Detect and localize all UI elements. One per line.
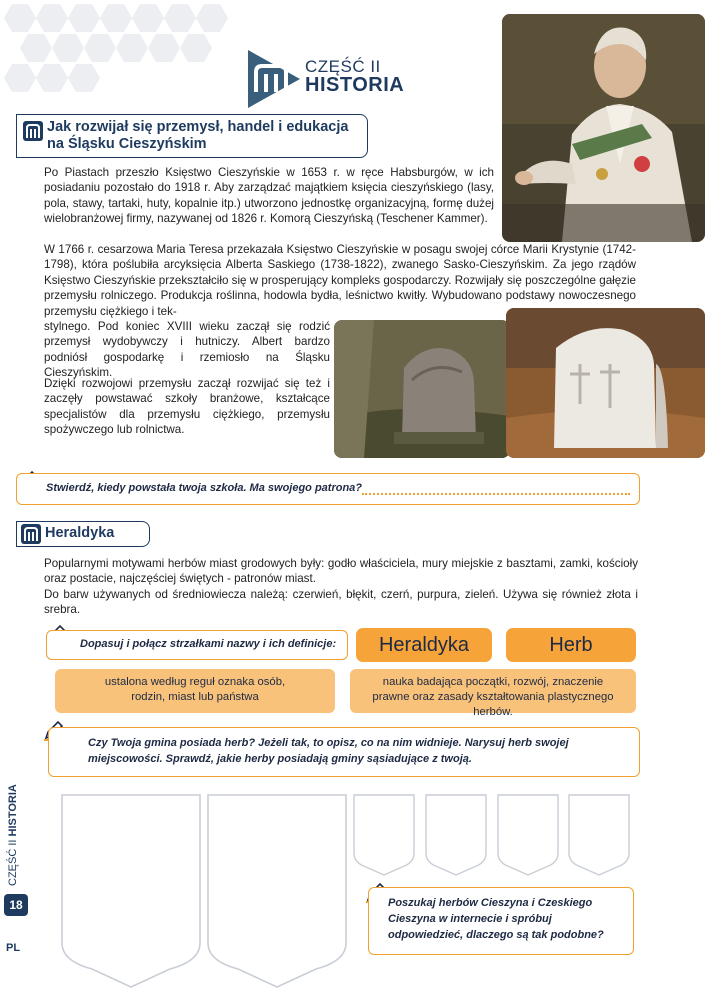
- side-label-part: CZĘŚĆ II: [7, 836, 19, 886]
- definition-1[interactable]: [55, 669, 335, 713]
- shield-drawing-area-2[interactable]: [206, 793, 348, 989]
- definition-1-text: ustalona według reguł oznaka osób, rodzin, miast lub państwa: [104, 676, 286, 703]
- shield-drawing-area-6[interactable]: [567, 793, 631, 877]
- term-herb-label: Herb: [549, 634, 593, 656]
- term-herb[interactable]: [506, 628, 636, 662]
- definition-2[interactable]: [350, 669, 636, 718]
- side-chapter-label: [4, 778, 20, 888]
- paragraph-schools: Dzięki rozwojowi przemysłu zaczął rozwijać się też i zaczęły powstawać szkoły branżowe, kształcące specjalistów dla przemysłu ciężkiego, przemysłu spożywczego lub rolnictwa.: [44, 377, 330, 437]
- portrait-photo: [502, 14, 705, 242]
- shield-drawing-area-5[interactable]: [496, 793, 560, 877]
- chapter-part: CZĘŚĆ II: [305, 57, 381, 76]
- task4-text: Poszukaj herbów Cieszyna i Czeskiego Cieszyna w internecie i spróbuj odpowiedzieć, dlaczego są tak podobne?: [388, 897, 604, 941]
- term-heraldyka[interactable]: [356, 628, 492, 662]
- paragraph-albert-b: stylnego. Pod koniec XVIII wieku zaczął się rodzić przemysł wydobywczy i hutniczy. Albert bardzo podniósł gospodarkę i rzemiosło na Śląsku Cieszyńskim.: [44, 320, 330, 380]
- task2-instruction: Dopasuj i połącz strzałkami nazwy i ich definicje:: [80, 638, 337, 650]
- task1-answer-line[interactable]: [362, 492, 630, 495]
- section-logo-icon: [21, 524, 41, 544]
- chapter-name: HISTORIA: [305, 74, 405, 96]
- paragraph-habsburg: Po Piastach przeszło Księstwo Cieszyńskie w 1653 r. w ręce Habsburgów, w ich posiadaniu pozostało do 1918 r. Aby zarządzać majątkiem księcia cieszyńskiego (lasy, pola, stawy, tartaki, huty, kopalnie itp.) utworzono jednostkę organizacyjną, formę dużej wielobranżowej firmy, nazywanej od 1826 r. Komorą Cieszyńską (Teschener Kammer).: [44, 166, 494, 226]
- section-heading-heraldry: [16, 521, 150, 547]
- chapter-logo-icon: [240, 48, 302, 110]
- page-number: 18: [4, 894, 28, 916]
- paragraph-albert-a: W 1766 r. cesarzowa Maria Teresa przekazała Księstwo Cieszyńskie w posagu swojej córce Marii Krystynie (1742-1798), która poślubiła arcyksięcia Alberta Saskiego (1738-1822), zwanego Sasko-Cieszyńskim. Za jego rządów Księstwo Cieszyńskie przekształciło się w prosperujący kompleks gospodarczy. Rozwijały się poszczególne gałęzie przemysłu rolniczego. Produkcja roślinna, hodowla bydła, leśnictwo kwitły. Wybudowano podstawy nowoczesnego przemysłu ciężkiego i tek-: [44, 243, 636, 318]
- language-code: PL: [6, 942, 21, 954]
- heraldry-paragraph-2: Do barw używanych od średniowiecza należą: czerwień, błękit, czerń, purpura, zieleń. Używa się również złota i srebra.: [44, 588, 638, 617]
- section-heading-industry: [16, 114, 368, 158]
- task3-text: Czy Twoja gmina posiada herb? Jeżeli tak, to opisz, co na nim widnieje. Narysuj herb swojej miejscowości. Sprawdź, jakie herby posiadają gminy sąsiadujące z twoją.: [88, 737, 569, 765]
- shield-drawing-area-3[interactable]: [352, 793, 416, 877]
- definition-2-text: nauka badająca początki, rozwój, znaczenie prawne oraz zasady kształtowania plastycznego herbów.: [372, 676, 614, 718]
- boundary-stone-photo-2: [506, 308, 705, 458]
- chapter-title: [305, 58, 404, 95]
- boundary-stone-photo-1: [334, 320, 510, 458]
- shield-drawing-area-1[interactable]: [60, 793, 202, 989]
- section-title-line2: na Śląsku Cieszyńskim: [47, 136, 207, 152]
- shield-drawing-area-4[interactable]: [424, 793, 488, 877]
- section2-title: Heraldyka: [45, 525, 115, 541]
- heraldry-paragraph-1: Popularnymi motywami herbów miast grodowych były: godło właściciela, mury miejskie z basztami, zamki, kościoły oraz postacie, najczęściej świętych - patronów miast.: [44, 557, 638, 586]
- section-title-line1: Jak rozwijał się przemysł, handel i edukacja: [47, 119, 349, 135]
- section-logo-icon: [23, 121, 43, 141]
- term-heraldyka-label: Heraldyka: [378, 634, 470, 656]
- side-label-name: HISTORIA: [7, 784, 19, 837]
- task1-text: Stwierdź, kiedy powstała twoja szkoła. Ma swojego patrona?: [46, 482, 363, 494]
